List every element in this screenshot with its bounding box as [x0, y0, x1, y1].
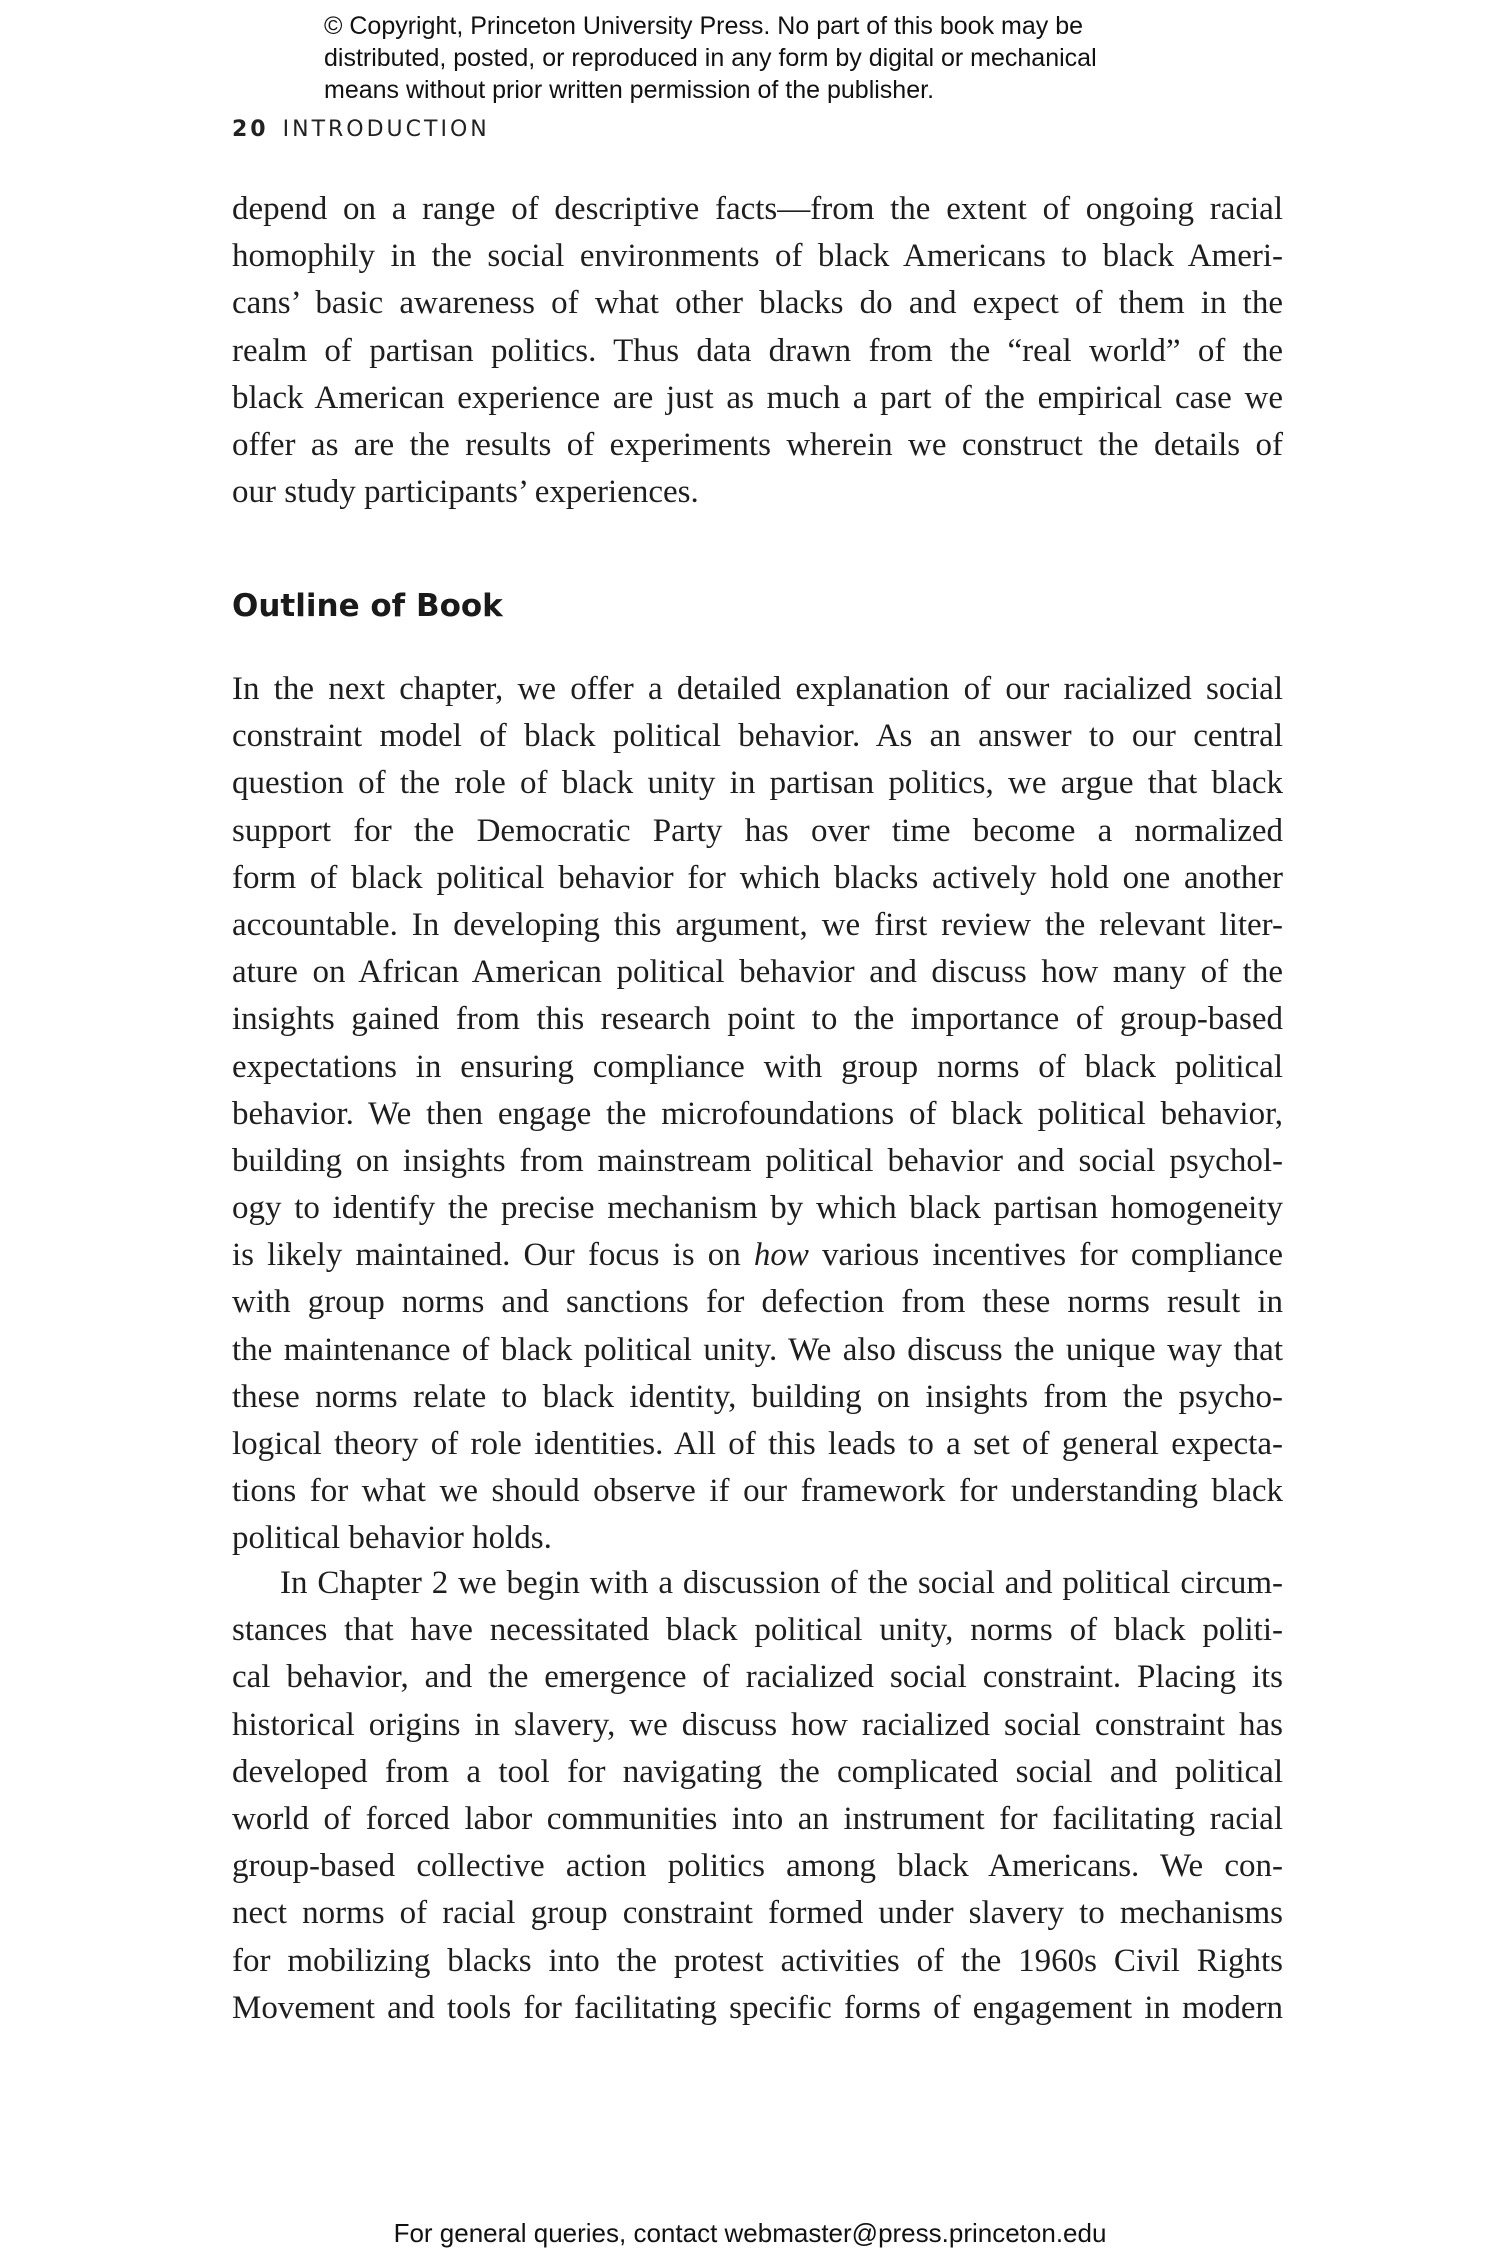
text-line: ature on African American political behavior and discuss how many of the: [232, 954, 1283, 991]
text-line: these norms relate to black identity, building on insights from the psycho-: [232, 1378, 1283, 1415]
text-line: for mobilizing blacks into the protest activities of the 1960s Civil Rights: [232, 1942, 1283, 1979]
paragraph-2: [232, 666, 1283, 1563]
copyright-notice: [324, 10, 1224, 106]
text-line: In Chapter 2 we begin with a discussion of the social and political circum-: [280, 1565, 1283, 1601]
copyright-line: © Copyright, Princeton University Press. No part of this book may be: [324, 12, 1084, 40]
footer-contact: For general queries, contact webmaster@press.princeton.edu: [393, 2218, 1107, 2248]
text-line: cal behavior, and the emergence of racialized social constraint. Placing its: [232, 1659, 1283, 1696]
text-line-with-emphasis: [232, 1232, 1283, 1279]
text-line: Movement and tools for facilitating specific forms of engagement in modern: [232, 1989, 1283, 2026]
text-line: depend on a range of descriptive facts—from the extent of ongoing racial: [232, 191, 1283, 227]
text-segment: various incentives for compliance: [808, 1237, 1283, 1274]
text-line: In the next chapter, we offer a detailed explanation of our racialized social: [232, 671, 1283, 707]
emphasis-word: how: [753, 1237, 809, 1274]
copyright-line: means without prior written permission of the publisher.: [324, 76, 935, 104]
text-line: tions for what we should observe if our framework for understanding black: [232, 1473, 1283, 1510]
text-line: support for the Democratic Party has over time become a normalized: [232, 812, 1283, 849]
text-line: logical theory of role identities. All of this leads to a set of general expecta-: [232, 1426, 1283, 1462]
text-line: ogy to identify the precise mechanism by which black partisan homogeneity: [232, 1190, 1283, 1227]
text-line: stances that have necessitated black political unity, norms of black politi-: [232, 1612, 1283, 1649]
text-line: historical origins in slavery, we discuss how racialized social constraint has: [232, 1706, 1283, 1743]
paragraph-3: [232, 1560, 1283, 2032]
text-line: behavior. We then engage the microfoundations of black political behavior,: [232, 1095, 1283, 1132]
text-line: homophily in the social environments of black Americans to black Ameri-: [232, 238, 1283, 275]
text-segment: is likely maintained. Our focus is on: [232, 1237, 754, 1274]
text-line: insights gained from this research point to the importance of group-based: [232, 1001, 1283, 1038]
text-line: world of forced labor communities into an instrument for facilitating racial: [232, 1800, 1283, 1837]
text-line: group-based collective action politics among black Americans. We con-: [232, 1848, 1283, 1885]
text-line: accountable. In developing this argument, we first review the relevant liter-: [232, 906, 1283, 943]
text-line: cans’ basic awareness of what other blacks do and expect of them in the: [232, 285, 1283, 322]
text-line: constraint model of black political behavior. As an answer to our central: [232, 718, 1283, 755]
text-line: offer as are the results of experiments wherein we construct the details of: [232, 426, 1283, 463]
text-line: political behavior holds.: [232, 1520, 552, 1557]
text-line: the maintenance of black political unity. We also discuss the unique way that: [232, 1331, 1283, 1368]
text-line: building on insights from mainstream political behavior and social psychol-: [232, 1142, 1283, 1179]
text-line: developed from a tool for navigating the complicated social and political: [232, 1753, 1283, 1790]
text-line: form of black political behavior for which blacks actively hold one another: [232, 859, 1283, 896]
text-line: black American experience are just as much a part of the empirical case we: [232, 379, 1283, 416]
text-line: expectations in ensuring compliance with group norms of black political: [232, 1048, 1283, 1085]
running-head: [232, 117, 490, 142]
running-head-section: INTRODUCTION: [282, 117, 490, 142]
copyright-line: distributed, posted, or reproduced in any form by digital or mechanical: [324, 44, 1097, 72]
text-line: our study participants’ experiences.: [232, 474, 699, 511]
text-line: realm of partisan politics. Thus data drawn from the “real world” of the: [232, 332, 1283, 369]
section-heading: Outline of Book: [232, 588, 503, 624]
paragraph-1: [232, 186, 1283, 516]
text-line: with group norms and sanctions for defection from these norms result in: [232, 1284, 1283, 1321]
text-line: nect norms of racial group constraint formed under slavery to mechanisms: [232, 1895, 1283, 1932]
text-line: question of the role of black unity in partisan politics, we argue that black: [232, 765, 1283, 802]
page-number: 20: [232, 117, 269, 142]
